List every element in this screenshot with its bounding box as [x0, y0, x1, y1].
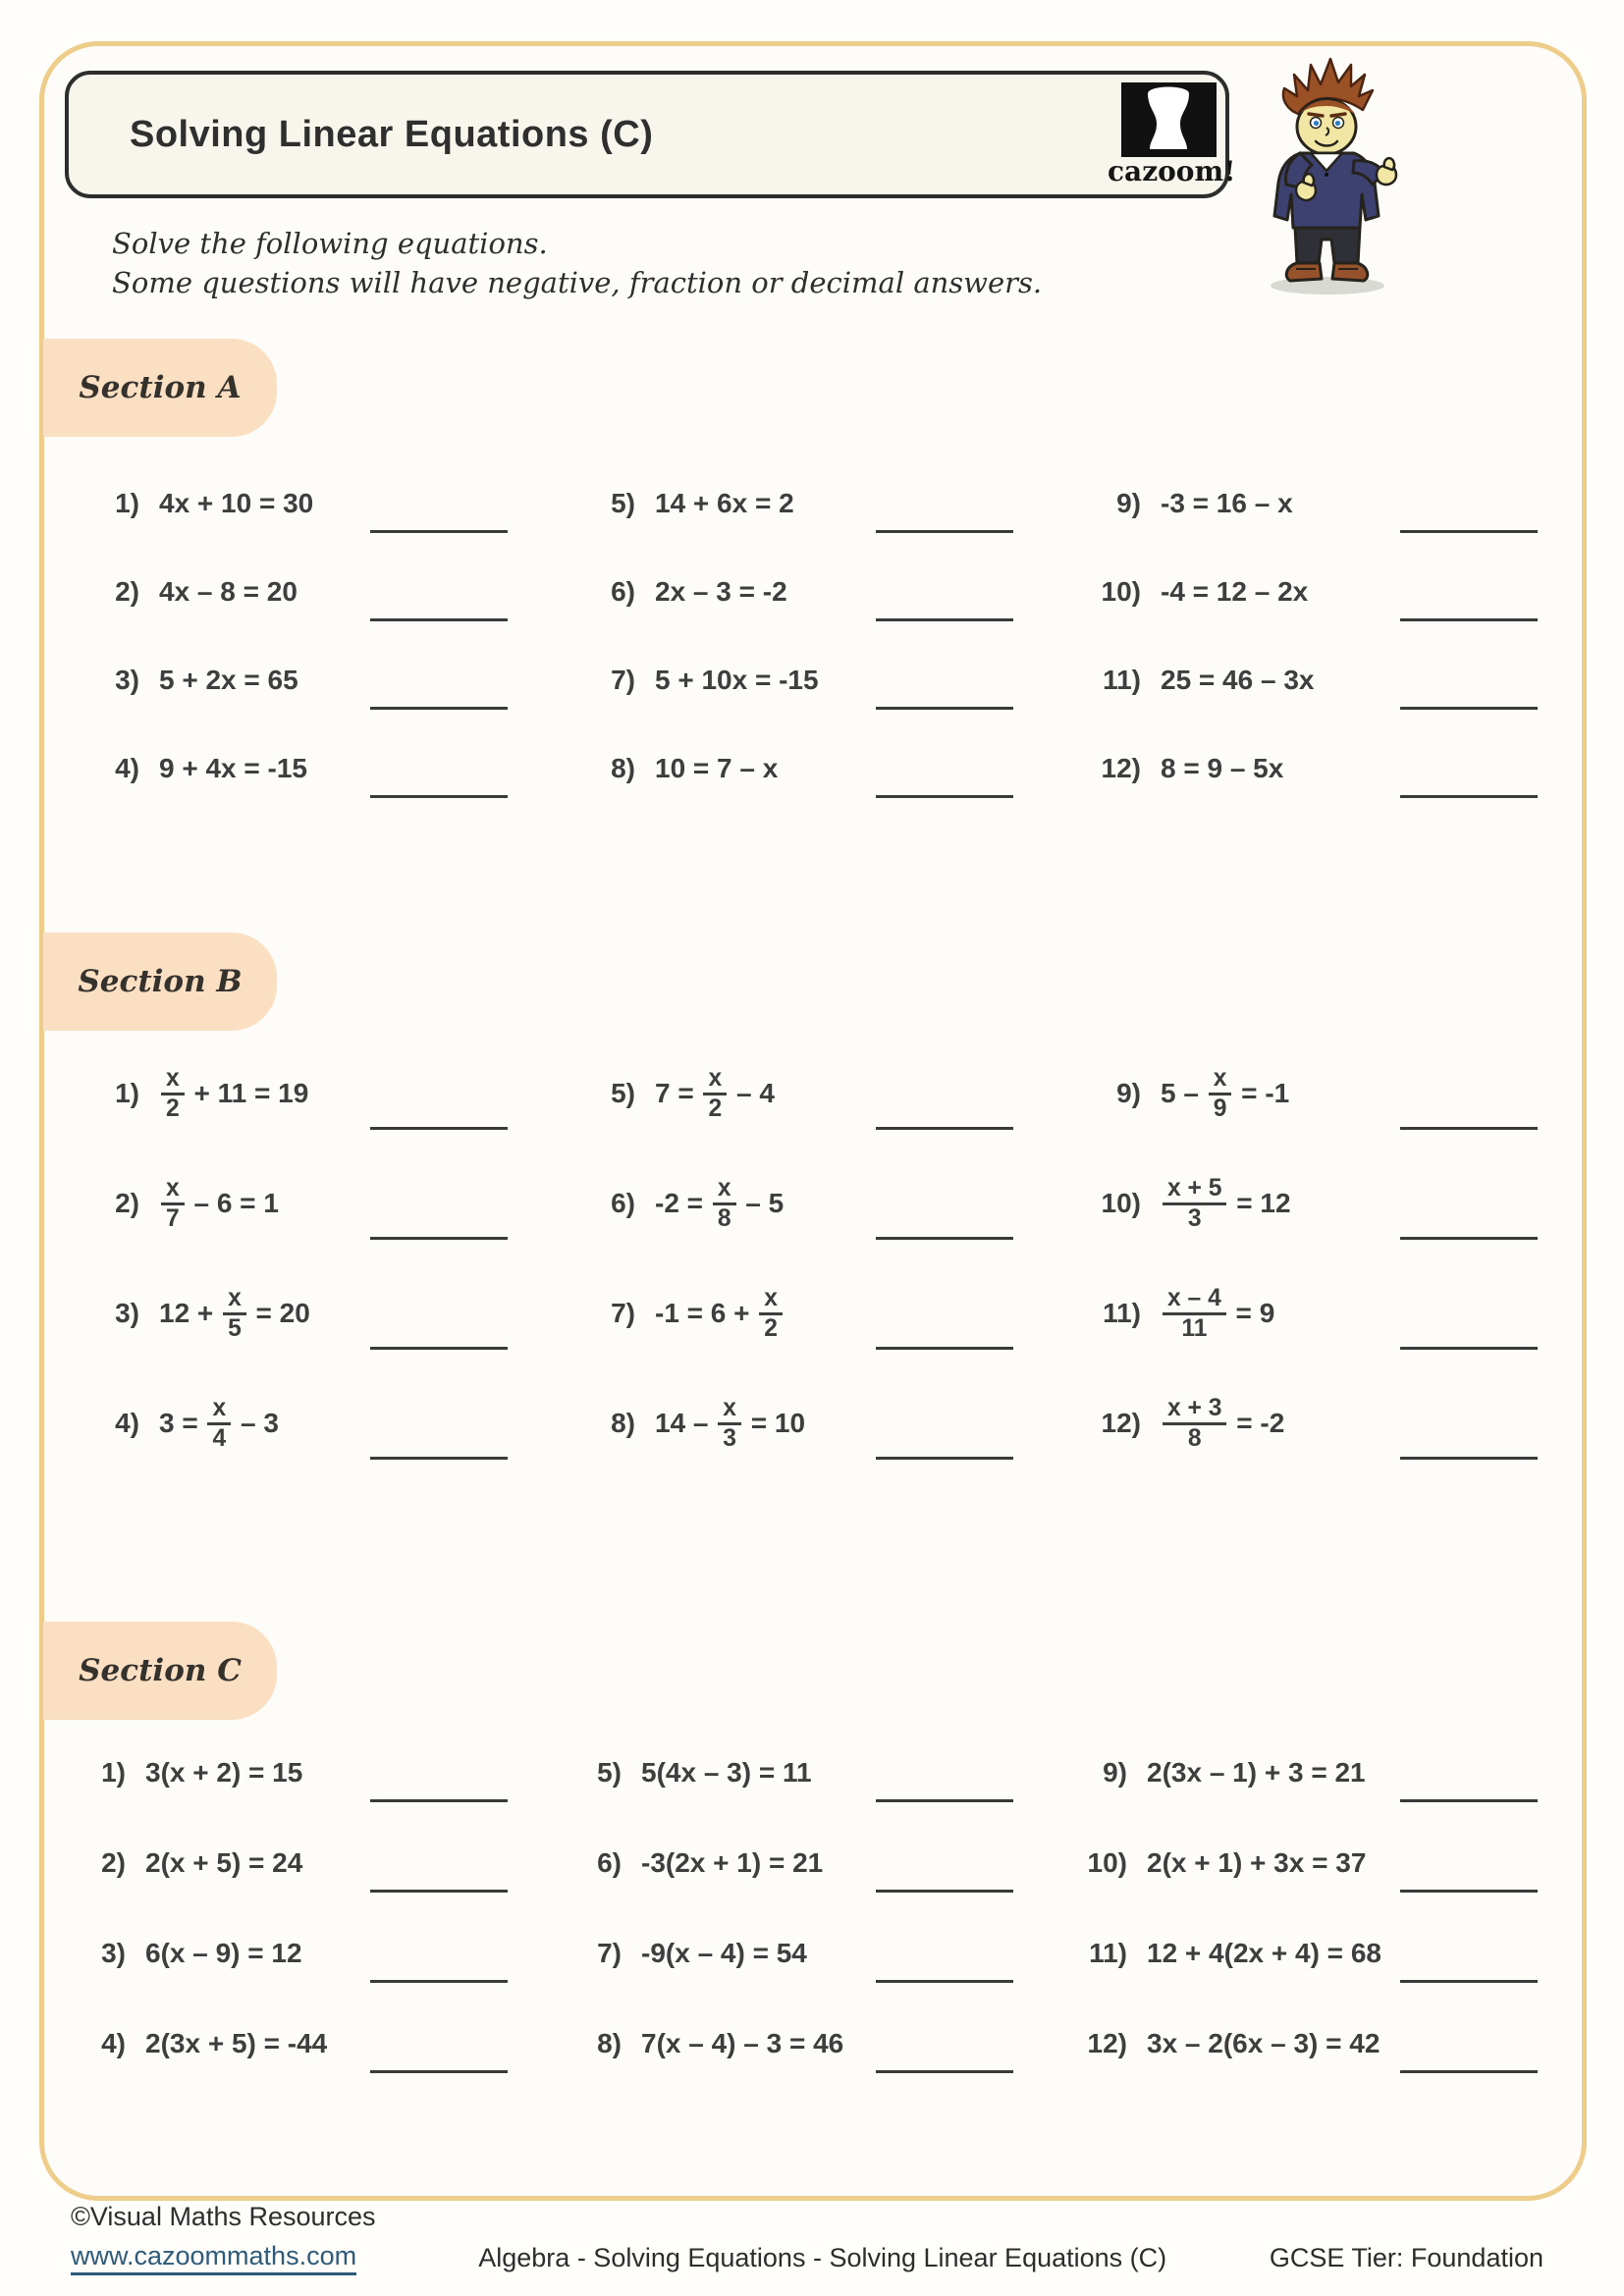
equation: 12 + $\frac{x}{5}$ = 20 — [159, 1284, 310, 1342]
question-number: 6) — [611, 1188, 635, 1218]
question-item — [555, 724, 1060, 813]
equation: 2(x + 5) = 24 — [145, 1847, 303, 1878]
question-item — [59, 1258, 555, 1368]
question-item — [59, 636, 555, 724]
answer-line[interactable] — [876, 1237, 1013, 1240]
question-number: 12) — [1101, 753, 1141, 783]
question-number: 8) — [611, 753, 635, 783]
answer-line[interactable] — [370, 1347, 508, 1350]
answer-line[interactable] — [876, 2070, 1013, 2073]
question-item — [555, 1258, 1060, 1368]
answer-line[interactable] — [370, 1799, 508, 1802]
question-number: 4) — [115, 753, 139, 783]
question-item — [59, 548, 555, 636]
answer-line[interactable] — [1400, 2070, 1538, 2073]
question-item — [59, 1908, 555, 1999]
question-number: 1) — [115, 1078, 139, 1108]
question-number: 11) — [1103, 665, 1141, 695]
question-number: 7) — [611, 1298, 635, 1328]
instructions — [112, 224, 1042, 302]
question-number: 9) — [1116, 1078, 1141, 1108]
question-item — [1060, 1908, 1585, 1999]
equation: 5 – $\frac{x}{9}$ = -1 — [1161, 1064, 1290, 1122]
fraction: $\frac{x}{2}$ — [161, 1066, 185, 1121]
question-item — [555, 548, 1060, 636]
equation: 2x – 3 = -2 — [655, 576, 787, 607]
question-item — [1060, 548, 1585, 636]
cazoom-logo — [1108, 82, 1236, 187]
answer-line[interactable] — [876, 1799, 1013, 1802]
answer-line[interactable] — [1400, 1237, 1538, 1240]
page-title: Solving Linear Equations (C) — [130, 113, 654, 155]
fraction: $\frac{x + 5}{3}$ — [1163, 1176, 1226, 1231]
question-item — [1060, 1368, 1585, 1478]
equation: 14 – $\frac{x}{3}$ = 10 — [655, 1394, 806, 1452]
question-item — [1060, 636, 1585, 724]
question-item — [555, 1368, 1060, 1478]
question-item — [1060, 1999, 1585, 2089]
equation: $\frac{x}{2}$ + 11 = 19 — [159, 1066, 308, 1121]
question-number: 9) — [1103, 1757, 1127, 1788]
footer — [71, 2202, 1543, 2275]
fraction: $\frac{x}{4}$ — [207, 1396, 231, 1451]
question-item — [1060, 1728, 1585, 1818]
equation: 6(x – 9) = 12 — [145, 1938, 302, 1968]
question-item — [555, 636, 1060, 724]
section-c — [0, 1622, 1624, 2089]
question-number: 10) — [1101, 1188, 1141, 1218]
question-number: 4) — [101, 2028, 126, 2058]
answer-line[interactable] — [1400, 1347, 1538, 1350]
question-item — [59, 459, 555, 548]
question-number: 10) — [1101, 576, 1141, 607]
mascot-illustration — [1249, 51, 1411, 301]
question-number: 9) — [1116, 488, 1141, 518]
fraction: $\frac{x + 3}{8}$ — [1163, 1396, 1226, 1451]
question-item — [555, 1728, 1060, 1818]
answer-line[interactable] — [1400, 1799, 1538, 1802]
equation: -9(x – 4) = 54 — [641, 1938, 807, 1968]
answer-line[interactable] — [876, 1347, 1013, 1350]
answer-line[interactable] — [370, 1980, 508, 1983]
equation: -4 = 12 – 2x — [1161, 576, 1309, 607]
answer-line[interactable] — [1400, 618, 1538, 621]
question-number: 10) — [1087, 1847, 1127, 1878]
answer-line[interactable] — [1400, 1890, 1538, 1893]
question-item — [1060, 459, 1585, 548]
tier-label: GCSE Tier: Foundation — [1269, 2243, 1543, 2272]
question-item — [555, 1999, 1060, 2089]
answer-line[interactable] — [370, 2070, 508, 2073]
question-number: 7) — [597, 1938, 622, 1968]
equation: $\frac{x + 5}{3}$ = 12 — [1161, 1176, 1291, 1231]
question-number: 8) — [597, 2028, 622, 2058]
answer-line[interactable] — [1400, 707, 1538, 710]
equation: 5(4x – 3) = 11 — [641, 1757, 812, 1788]
equation: 5 + 2x = 65 — [159, 665, 298, 695]
question-number: 2) — [115, 1188, 139, 1218]
section-a — [0, 339, 1624, 813]
question-number: 12) — [1087, 2028, 1127, 2058]
question-number: 2) — [101, 1847, 126, 1878]
fraction: $\frac{x}{9}$ — [1209, 1066, 1232, 1121]
equation: $\frac{x}{7}$ – 6 = 1 — [159, 1176, 279, 1231]
equation: 4x – 8 = 20 — [159, 576, 298, 607]
section-label: Section A — [79, 370, 242, 405]
equation: 9 + 4x = -15 — [159, 753, 308, 783]
question-grid — [59, 1039, 1585, 1478]
footer-left — [71, 2202, 376, 2275]
equation: 10 = 7 – x — [655, 753, 779, 783]
equation: $\frac{x - 4}{11}$ = 9 — [1161, 1286, 1274, 1341]
equation: 3(x + 2) = 15 — [145, 1757, 303, 1788]
equation: 3x – 2(6x – 3) = 42 — [1147, 2028, 1380, 2058]
boy-thumbs-up-icon — [1249, 284, 1411, 300]
fraction: $\frac{x}{3}$ — [718, 1396, 741, 1451]
answer-line[interactable] — [876, 530, 1013, 533]
question-item — [59, 724, 555, 813]
question-number: 7) — [611, 665, 635, 695]
answer-line[interactable] — [876, 795, 1013, 798]
answer-line[interactable] — [876, 1127, 1013, 1130]
answer-line[interactable] — [370, 1890, 508, 1893]
question-number: 3) — [115, 1298, 139, 1328]
answer-line[interactable] — [370, 618, 508, 621]
section-label: Section B — [78, 964, 243, 999]
question-item — [59, 1728, 555, 1818]
answer-line[interactable] — [370, 1127, 508, 1130]
equation: 25 = 46 – 3x — [1161, 665, 1315, 695]
question-grid — [59, 459, 1585, 813]
drum-icon — [1108, 82, 1229, 157]
equation: 2(3x + 5) = -44 — [145, 2028, 328, 2058]
fraction: $\frac{x}{2}$ — [759, 1286, 783, 1341]
question-number: 3) — [115, 665, 139, 695]
question-grid — [59, 1728, 1585, 2089]
fraction: $\frac{x}{8}$ — [713, 1176, 736, 1231]
equation: 2(x + 1) + 3x = 37 — [1147, 1847, 1367, 1878]
answer-line[interactable] — [370, 1237, 508, 1240]
logo-wordmark: cazoom! — [1108, 155, 1236, 187]
question-item — [1060, 1148, 1585, 1258]
question-item — [555, 1148, 1060, 1258]
question-item — [555, 1908, 1060, 1999]
answer-line[interactable] — [1400, 1457, 1538, 1460]
section-b — [0, 933, 1624, 1478]
question-number: 6) — [597, 1847, 622, 1878]
equation: 8 = 9 – 5x — [1161, 753, 1284, 783]
question-number: 5) — [611, 488, 635, 518]
equation: -3(2x + 1) = 21 — [641, 1847, 824, 1878]
question-number: 5) — [597, 1757, 622, 1788]
section-header-c — [43, 1622, 277, 1720]
section-label: Section C — [79, 1653, 242, 1688]
question-number: 11) — [1089, 1938, 1127, 1968]
question-item — [1060, 1039, 1585, 1148]
equation: 3 = $\frac{x}{4}$ – 3 — [159, 1394, 279, 1452]
section-header-b — [43, 933, 277, 1031]
question-item — [555, 1818, 1060, 1908]
fraction: $\frac{x}{2}$ — [703, 1066, 727, 1121]
fraction: $\frac{x - 4}{11}$ — [1163, 1286, 1226, 1341]
equation: -1 = 6 + $\frac{x}{2}$ — [655, 1286, 785, 1341]
equation: -3 = 16 – x — [1161, 488, 1293, 518]
answer-line[interactable] — [876, 1457, 1013, 1460]
answer-line[interactable] — [370, 795, 508, 798]
question-item — [59, 1368, 555, 1478]
section-header-a — [43, 339, 277, 437]
question-number: 4) — [115, 1408, 139, 1438]
question-item — [59, 1148, 555, 1258]
question-number: 8) — [611, 1408, 635, 1438]
answer-line[interactable] — [1400, 1980, 1538, 1983]
answer-line[interactable] — [876, 1980, 1013, 1983]
fraction: $\frac{x}{7}$ — [161, 1176, 185, 1231]
answer-line[interactable] — [370, 1457, 508, 1460]
answer-line[interactable] — [1400, 530, 1538, 533]
equation: 7 = $\frac{x}{2}$ – 4 — [655, 1064, 775, 1122]
answer-line[interactable] — [876, 618, 1013, 621]
question-number: 3) — [101, 1938, 126, 1968]
equation: 5 + 10x = -15 — [655, 665, 819, 695]
equation: -2 = $\frac{x}{8}$ – 5 — [655, 1174, 785, 1232]
equation: 7(x – 4) – 3 = 46 — [641, 2028, 844, 2058]
question-item — [59, 1999, 555, 2089]
answer-line[interactable] — [370, 530, 508, 533]
answer-line[interactable] — [876, 707, 1013, 710]
question-number: 12) — [1101, 1408, 1141, 1438]
question-number: 11) — [1103, 1298, 1141, 1328]
title-box — [65, 71, 1236, 198]
question-item — [1060, 724, 1585, 813]
question-number: 5) — [611, 1078, 635, 1108]
question-item — [555, 459, 1060, 548]
question-item — [555, 1039, 1060, 1148]
answer-line[interactable] — [1400, 795, 1538, 798]
answer-line[interactable] — [370, 707, 508, 710]
question-item — [59, 1818, 555, 1908]
question-item — [1060, 1818, 1585, 1908]
question-number: 6) — [611, 576, 635, 607]
equation: 12 + 4(2x + 4) = 68 — [1147, 1938, 1381, 1968]
copyright-text: ©Visual Maths Resources — [71, 2202, 376, 2231]
instruction-line-1: Solve the following equations. — [112, 227, 548, 260]
breadcrumb: Algebra - Solving Equations - Solving Linear Equations (C) — [478, 2243, 1167, 2272]
equation: $\frac{x + 3}{8}$ = -2 — [1161, 1396, 1284, 1451]
equation: 4x + 10 = 30 — [159, 488, 314, 518]
answer-line[interactable] — [876, 1890, 1013, 1893]
question-item — [1060, 1258, 1585, 1368]
question-number: 1) — [101, 1757, 126, 1788]
question-number: 2) — [115, 576, 139, 607]
equation: 2(3x – 1) + 3 = 21 — [1147, 1757, 1366, 1788]
instruction-line-2: Some questions will have negative, fraction or decimal answers. — [112, 266, 1043, 299]
website-link[interactable]: www.cazoommaths.com — [71, 2241, 356, 2275]
question-item — [59, 1039, 555, 1148]
question-number: 1) — [115, 488, 139, 518]
answer-line[interactable] — [1400, 1127, 1538, 1130]
equation: 14 + 6x = 2 — [655, 488, 794, 518]
fraction: $\frac{x}{5}$ — [223, 1286, 246, 1341]
